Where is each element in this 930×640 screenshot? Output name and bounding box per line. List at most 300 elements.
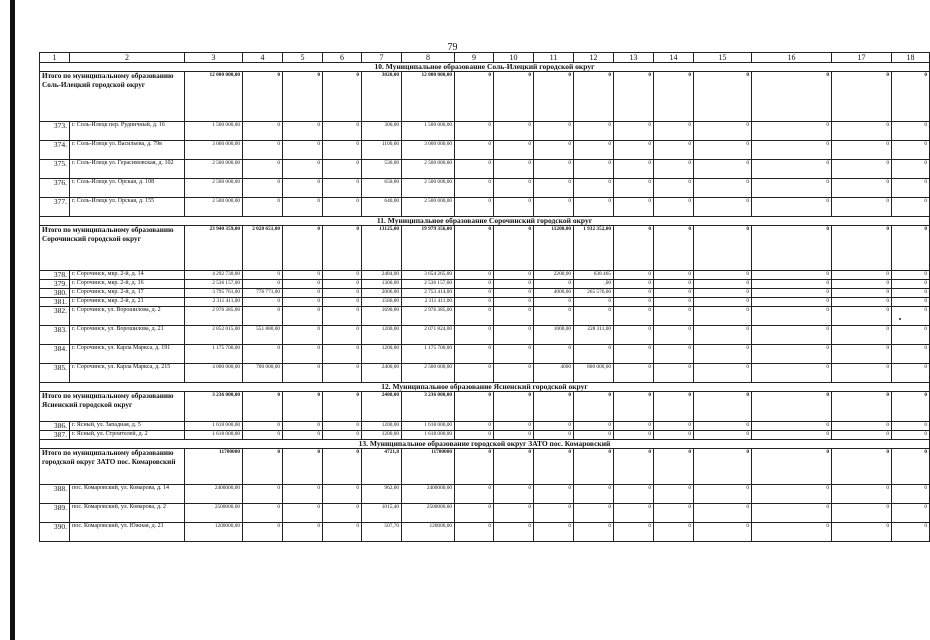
row-value-col-14: 0 — [654, 122, 694, 141]
row-value-col-3: 3 000 000,00 — [185, 141, 243, 160]
row-number: 390. — [40, 523, 70, 542]
header-cell-2: 2 — [70, 53, 185, 63]
row-value-col-16: 0 — [752, 289, 832, 298]
section-total-row — [40, 72, 930, 122]
row-value-col-8: 1 618 000,00 — [402, 422, 455, 431]
row-value-col-17: 0 — [832, 179, 892, 198]
row-value-col-5: 0 — [283, 307, 323, 326]
section-title: 13. Муниципальное образование городской округ ЗАТО пос. Комаровский — [40, 440, 930, 449]
row-value-col-5: 0 — [283, 198, 323, 217]
row-address: г. Соль-Илецк ул. Орская, д. 108 — [70, 179, 185, 198]
row-value-col-17: 0 — [832, 504, 892, 523]
row-number: 387. — [40, 431, 70, 440]
row-value-col-11: 0 — [534, 345, 574, 364]
row-value-col-17: 0 — [832, 364, 892, 383]
row-value-col-16: 0 — [752, 485, 832, 504]
total-value-col-18: 0 — [892, 449, 930, 485]
section-title: 10. Муниципальное образование Соль-Илецкий городской округ — [40, 63, 930, 72]
row-value-col-11: 0 — [534, 280, 574, 289]
row-value-col-18: 0 — [892, 160, 930, 179]
row-value-col-5: 0 — [283, 141, 323, 160]
row-value-col-4: 0 — [243, 179, 283, 198]
row-value-col-15: 0 — [694, 141, 752, 160]
row-address: г. Соль-Илецк ул. Васильева, д. 79в — [70, 141, 185, 160]
row-value-col-14: 0 — [654, 298, 694, 307]
row-value-col-7: 300,00 — [362, 122, 402, 141]
row-value-col-7: 1015,40 — [362, 504, 402, 523]
row-value-col-4: 0 — [243, 431, 283, 440]
row-value-col-3: 2500000,00 — [185, 504, 243, 523]
section-title: 11. Муниципальное образование Сорочинский городской округ — [40, 217, 930, 226]
row-value-col-18: 0 — [892, 141, 930, 160]
row-value-col-8: 1 500 000,00 — [402, 122, 455, 141]
row-number: 378. — [40, 271, 70, 280]
total-value-col-17: 0 — [832, 72, 892, 122]
row-value-col-9: 0 — [455, 280, 494, 289]
section-total-label: Итого по муниципальному образованию городской округ ЗАТО пос. Комаровский — [40, 449, 185, 485]
row-value-col-4: 700 000,00 — [243, 364, 283, 383]
row-value-col-18: 0 — [892, 289, 930, 298]
total-value-col-8: 12 000 000,00 — [402, 72, 455, 122]
row-value-col-18: 0 — [892, 326, 930, 345]
row-value-col-16: 0 — [752, 280, 832, 289]
row-value-col-15: 0 — [694, 298, 752, 307]
total-value-col-16: 0 — [752, 226, 832, 271]
row-value-col-6: 0 — [323, 122, 362, 141]
row-address: пос. Комаровский, ул. Комарова, д. 14 — [70, 485, 185, 504]
row-value-col-13: 0 — [614, 179, 654, 198]
total-value-col-16: 0 — [752, 449, 832, 485]
total-value-col-15: 0 — [694, 226, 752, 271]
total-value-col-9: 0 — [455, 72, 494, 122]
row-value-col-14: 0 — [654, 160, 694, 179]
row-value-col-6: 0 — [323, 160, 362, 179]
row-value-col-4: 0 — [243, 422, 283, 431]
total-value-col-9: 0 — [455, 449, 494, 485]
row-value-col-13: 0 — [614, 326, 654, 345]
row-value-col-4: 0 — [243, 198, 283, 217]
total-value-col-18: 0 — [892, 226, 930, 271]
header-cell-5: 5 — [283, 53, 323, 63]
row-value-col-6: 0 — [323, 298, 362, 307]
row-value-col-15: 0 — [694, 179, 752, 198]
total-value-col-14: 0 — [654, 226, 694, 271]
table-row — [40, 523, 930, 542]
section-total-label: Итого по муниципальному образованию Соль-Илецкий городской округ — [40, 72, 185, 122]
row-number: 389. — [40, 504, 70, 523]
row-value-col-3: 2 500 000,00 — [185, 160, 243, 179]
row-value-col-14: 0 — [654, 485, 694, 504]
row-value-col-18: 0 — [892, 280, 930, 289]
row-value-col-9: 0 — [455, 298, 494, 307]
row-number: 379. — [40, 280, 70, 289]
row-value-col-3: 1 175 700,00 — [185, 345, 243, 364]
row-value-col-8: 2 536 157,00 — [402, 280, 455, 289]
table-row — [40, 280, 930, 289]
total-value-col-9: 0 — [455, 392, 494, 422]
section-total-row — [40, 449, 930, 485]
row-value-col-15: 0 — [694, 326, 752, 345]
total-value-col-3: 12 000 000,00 — [185, 72, 243, 122]
total-value-col-17: 0 — [832, 226, 892, 271]
header-cell-17: 17 — [832, 53, 892, 63]
row-value-col-12: 800 000,00 — [574, 364, 614, 383]
row-value-col-5: 0 — [283, 422, 323, 431]
row-value-col-18: 0 — [892, 364, 930, 383]
total-value-col-5: 0 — [283, 449, 323, 485]
row-value-col-16: 0 — [752, 345, 832, 364]
row-value-col-8: 2500000,00 — [402, 504, 455, 523]
row-value-col-15: 0 — [694, 485, 752, 504]
row-value-col-5: 0 — [283, 160, 323, 179]
row-value-col-15: 0 — [694, 122, 752, 141]
row-value-col-13: 0 — [614, 298, 654, 307]
row-value-col-12: 0 — [574, 141, 614, 160]
row-value-col-14: 0 — [654, 271, 694, 280]
table-row — [40, 364, 930, 383]
row-value-col-10: 0 — [494, 431, 534, 440]
row-value-col-8: 2 500 000,00 — [402, 179, 455, 198]
row-value-col-13: 0 — [614, 160, 654, 179]
total-value-col-13: 0 — [614, 72, 654, 122]
row-value-col-12: 0 — [574, 307, 614, 326]
row-value-col-9: 0 — [455, 271, 494, 280]
total-value-col-5: 0 — [283, 226, 323, 271]
total-value-col-10: 0 — [494, 72, 534, 122]
row-value-col-16: 0 — [752, 364, 832, 383]
row-value-col-16: 0 — [752, 523, 832, 542]
table-row — [40, 345, 930, 364]
row-value-col-16: 0 — [752, 141, 832, 160]
row-value-col-17: 0 — [832, 422, 892, 431]
section-title-row — [40, 217, 930, 226]
row-value-col-17: 0 — [832, 271, 892, 280]
row-value-col-9: 0 — [455, 345, 494, 364]
row-value-col-10: 0 — [494, 364, 534, 383]
row-value-col-5: 0 — [283, 431, 323, 440]
row-value-col-14: 0 — [654, 431, 694, 440]
row-value-col-11: 2200,00 — [534, 271, 574, 280]
row-value-col-15: 0 — [694, 271, 752, 280]
row-number: 376. — [40, 179, 70, 198]
header-cell-16: 16 — [752, 53, 832, 63]
row-value-col-3: 2 536 157,00 — [185, 280, 243, 289]
row-value-col-8: 2 500 000,00 — [402, 160, 455, 179]
header-cell-10: 10 — [494, 53, 534, 63]
row-value-col-6: 0 — [323, 179, 362, 198]
row-value-col-5: 0 — [283, 289, 323, 298]
total-value-col-7: 13125,00 — [362, 226, 402, 271]
row-value-col-18: 0 — [892, 198, 930, 217]
total-value-col-6: 0 — [323, 449, 362, 485]
row-value-col-13: 0 — [614, 271, 654, 280]
row-value-col-7: 640,00 — [362, 198, 402, 217]
row-value-col-17: 0 — [832, 485, 892, 504]
row-value-col-15: 0 — [694, 345, 752, 364]
row-number: 381. — [40, 298, 70, 307]
total-value-col-4: 0 — [243, 449, 283, 485]
row-value-col-12: 265 576,00 — [574, 289, 614, 298]
row-value-col-14: 0 — [654, 345, 694, 364]
row-value-col-16: 0 — [752, 307, 832, 326]
row-value-col-12: ,00 — [574, 280, 614, 289]
row-address: г. Соль-Илецк ул. Орская, д. 155 — [70, 198, 185, 217]
total-value-col-14: 0 — [654, 449, 694, 485]
row-value-col-13: 0 — [614, 141, 654, 160]
section-title-row — [40, 440, 930, 449]
total-value-col-15: 0 — [694, 449, 752, 485]
row-value-col-6: 0 — [323, 431, 362, 440]
row-value-col-13: 0 — [614, 280, 654, 289]
row-value-col-11: 0 — [534, 307, 574, 326]
table-row — [40, 307, 930, 326]
row-value-col-3: 2 852 015,00 — [185, 326, 243, 345]
row-value-col-6: 0 — [323, 198, 362, 217]
row-value-col-10: 0 — [494, 345, 534, 364]
header-cell-6: 6 — [323, 53, 362, 63]
row-value-col-8: 2 500 000,00 — [402, 364, 455, 383]
table-body — [40, 53, 930, 542]
row-value-col-11: 4000,00 — [534, 289, 574, 298]
total-value-col-4: 0 — [243, 392, 283, 422]
row-value-col-16: 0 — [752, 198, 832, 217]
row-value-col-10: 0 — [494, 326, 534, 345]
row-address: г. Сорочинск, ул. Карла Маркса, д. 191 — [70, 345, 185, 364]
row-value-col-17: 0 — [832, 280, 892, 289]
row-value-col-3: 4 292 730,00 — [185, 271, 243, 280]
row-value-col-15: 0 — [694, 364, 752, 383]
row-address: г. Сорочинск, мкр. 2-й, д. 14 — [70, 271, 185, 280]
row-value-col-7: 2006,00 — [362, 289, 402, 298]
row-value-col-14: 0 — [654, 364, 694, 383]
row-number: 377. — [40, 198, 70, 217]
total-value-col-6: 0 — [323, 226, 362, 271]
total-value-col-8: 11700000 — [402, 449, 455, 485]
row-value-col-5: 0 — [283, 280, 323, 289]
row-value-col-17: 0 — [832, 307, 892, 326]
row-value-col-14: 0 — [654, 523, 694, 542]
row-value-col-17: 0 — [832, 431, 892, 440]
row-value-col-17: 0 — [832, 122, 892, 141]
total-value-col-10: 0 — [494, 226, 534, 271]
total-value-col-11: 0 — [534, 72, 574, 122]
table-row — [40, 160, 930, 179]
row-value-col-14: 0 — [654, 198, 694, 217]
binder-edge — [10, 0, 15, 640]
row-value-col-11: 1000,00 — [534, 326, 574, 345]
row-value-col-7: 1200,00 — [362, 345, 402, 364]
row-value-col-16: 0 — [752, 431, 832, 440]
row-value-col-11: 0 — [534, 141, 574, 160]
row-value-col-8: 2 753 414,00 — [402, 289, 455, 298]
section-total-row — [40, 226, 930, 271]
row-value-col-8: 2 071 824,00 — [402, 326, 455, 345]
total-value-col-7: 3020,00 — [362, 72, 402, 122]
row-value-col-7: 1100,00 — [362, 141, 402, 160]
row-value-col-3: 1 618 000,00 — [185, 431, 243, 440]
table-row — [40, 422, 930, 431]
header-cell-11: 11 — [534, 53, 574, 63]
row-value-col-5: 0 — [283, 271, 323, 280]
row-value-col-4: 0 — [243, 298, 283, 307]
row-value-col-4: 551 880,00 — [243, 326, 283, 345]
section-total-label: Итого по муниципальному образованию Сорочинский городской округ — [40, 226, 185, 271]
row-address: г. Сорочинск, ул. Ворошилова, д. 2 — [70, 307, 185, 326]
row-value-col-7: 2484,00 — [362, 271, 402, 280]
row-value-col-6: 0 — [323, 345, 362, 364]
row-value-col-12: 0 — [574, 179, 614, 198]
row-value-col-13: 0 — [614, 198, 654, 217]
row-value-col-5: 0 — [283, 485, 323, 504]
header-cell-15: 15 — [694, 53, 752, 63]
row-value-col-4: 0 — [243, 280, 283, 289]
table-row — [40, 198, 930, 217]
row-value-col-7: 1200,00 — [362, 431, 402, 440]
header-cell-3: 3 — [185, 53, 243, 63]
section-total-label: Итого по муниципальному образованию Ясненский городской округ — [40, 392, 185, 422]
row-value-col-13: 0 — [614, 364, 654, 383]
table-row — [40, 326, 930, 345]
table-row — [40, 504, 930, 523]
total-value-col-18: 0 — [892, 72, 930, 122]
row-value-col-15: 0 — [694, 504, 752, 523]
row-address: г. Сорочинск, ул. Ворошилова, д. 21 — [70, 326, 185, 345]
total-value-col-11: 0 — [534, 392, 574, 422]
total-value-col-11: 0 — [534, 449, 574, 485]
row-value-col-6: 0 — [323, 289, 362, 298]
total-value-col-14: 0 — [654, 72, 694, 122]
row-value-col-10: 0 — [494, 141, 534, 160]
row-value-col-15: 0 — [694, 307, 752, 326]
header-cell-13: 13 — [614, 53, 654, 63]
row-value-col-6: 0 — [323, 326, 362, 345]
total-value-col-7: 4721,8 — [362, 449, 402, 485]
total-value-col-3: 11700000 — [185, 449, 243, 485]
row-value-col-15: 0 — [694, 160, 752, 179]
row-value-col-17: 0 — [832, 523, 892, 542]
row-value-col-17: 0 — [832, 345, 892, 364]
row-value-col-12: 0 — [574, 122, 614, 141]
header-cell-18: 18 — [892, 53, 930, 63]
row-value-col-6: 0 — [323, 141, 362, 160]
row-value-col-6: 0 — [323, 280, 362, 289]
header-cell-12: 12 — [574, 53, 614, 63]
total-value-col-10: 0 — [494, 449, 534, 485]
row-value-col-11: 0 — [534, 160, 574, 179]
total-value-col-10: 0 — [494, 392, 534, 422]
row-value-col-11: 0 — [534, 485, 574, 504]
row-value-col-5: 0 — [283, 298, 323, 307]
row-value-col-9: 0 — [455, 198, 494, 217]
row-value-col-10: 0 — [494, 523, 534, 542]
row-address: г. Сорочинск, мкр. 2-й, д. 21 — [70, 298, 185, 307]
row-value-col-8: 3 000 000,00 — [402, 141, 455, 160]
row-value-col-4: 0 — [243, 504, 283, 523]
row-value-col-14: 0 — [654, 326, 694, 345]
row-value-col-15: 0 — [694, 523, 752, 542]
row-value-col-10: 0 — [494, 271, 534, 280]
row-value-col-10: 0 — [494, 289, 534, 298]
row-value-col-9: 0 — [455, 307, 494, 326]
total-value-col-15: 0 — [694, 392, 752, 422]
total-value-col-15: 0 — [694, 72, 752, 122]
row-address: г. Сорочинск, мкр. 2-й, д. 17 — [70, 289, 185, 298]
row-value-col-9: 0 — [455, 523, 494, 542]
row-value-col-4: 0 — [243, 122, 283, 141]
row-value-col-3: 2400000,00 — [185, 485, 243, 504]
row-value-col-7: 530,00 — [362, 160, 402, 179]
section-title-row — [40, 63, 930, 72]
row-value-col-5: 0 — [283, 345, 323, 364]
row-value-col-5: 0 — [283, 504, 323, 523]
table-row — [40, 289, 930, 298]
row-value-col-18: 0 — [892, 122, 930, 141]
total-value-col-16: 0 — [752, 392, 832, 422]
row-value-col-10: 0 — [494, 307, 534, 326]
total-value-col-13: 0 — [614, 226, 654, 271]
row-value-col-17: 0 — [832, 141, 892, 160]
row-value-col-7: 1586,00 — [362, 298, 402, 307]
row-value-col-9: 0 — [455, 422, 494, 431]
row-value-col-16: 0 — [752, 271, 832, 280]
total-value-col-9: 0 — [455, 226, 494, 271]
row-value-col-15: 0 — [694, 198, 752, 217]
row-value-col-13: 0 — [614, 422, 654, 431]
row-value-col-17: 0 — [832, 160, 892, 179]
header-cell-8: 8 — [402, 53, 455, 63]
row-value-col-6: 0 — [323, 485, 362, 504]
row-value-col-12: 0 — [574, 485, 614, 504]
table-row — [40, 485, 930, 504]
row-value-col-18: 0 — [892, 523, 930, 542]
row-value-col-18: 0 — [892, 431, 930, 440]
total-value-col-3: 23 940 359,00 — [185, 226, 243, 271]
row-value-col-14: 0 — [654, 289, 694, 298]
row-value-col-7: 2400,00 — [362, 364, 402, 383]
total-value-col-8: 3 236 000,00 — [402, 392, 455, 422]
row-value-col-8: 2 500 000,00 — [402, 198, 455, 217]
row-value-col-9: 0 — [455, 289, 494, 298]
row-value-col-14: 0 — [654, 422, 694, 431]
row-value-col-9: 0 — [455, 504, 494, 523]
row-value-col-8: 120000,00 — [402, 523, 455, 542]
row-value-col-8: 2400000,00 — [402, 485, 455, 504]
row-value-col-9: 0 — [455, 122, 494, 141]
row-value-col-10: 0 — [494, 122, 534, 141]
row-value-col-12: 0 — [574, 198, 614, 217]
row-value-col-6: 0 — [323, 364, 362, 383]
total-value-col-14: 0 — [654, 392, 694, 422]
row-value-col-7: 1200,00 — [362, 422, 402, 431]
table-row — [40, 179, 930, 198]
section-title: 12. Муниципальное образование Ясненский городской округ — [40, 383, 930, 392]
row-value-col-9: 0 — [455, 431, 494, 440]
row-value-col-17: 0 — [832, 298, 892, 307]
total-value-col-13: 0 — [614, 449, 654, 485]
row-value-col-9: 0 — [455, 364, 494, 383]
row-value-col-4: 0 — [243, 307, 283, 326]
row-number: 382. — [40, 307, 70, 326]
header-row — [40, 53, 930, 63]
row-value-col-18: 0 — [892, 485, 930, 504]
row-number: 373. — [40, 122, 70, 141]
row-address: г. Ясный, ул. Строителей, д. 2 — [70, 431, 185, 440]
row-value-col-12: 228 311,00 — [574, 326, 614, 345]
total-value-col-12: 1 932 352,00 — [574, 226, 614, 271]
row-value-col-14: 0 — [654, 504, 694, 523]
total-value-col-4: 0 — [243, 72, 283, 122]
page-number: 79 — [447, 42, 458, 53]
